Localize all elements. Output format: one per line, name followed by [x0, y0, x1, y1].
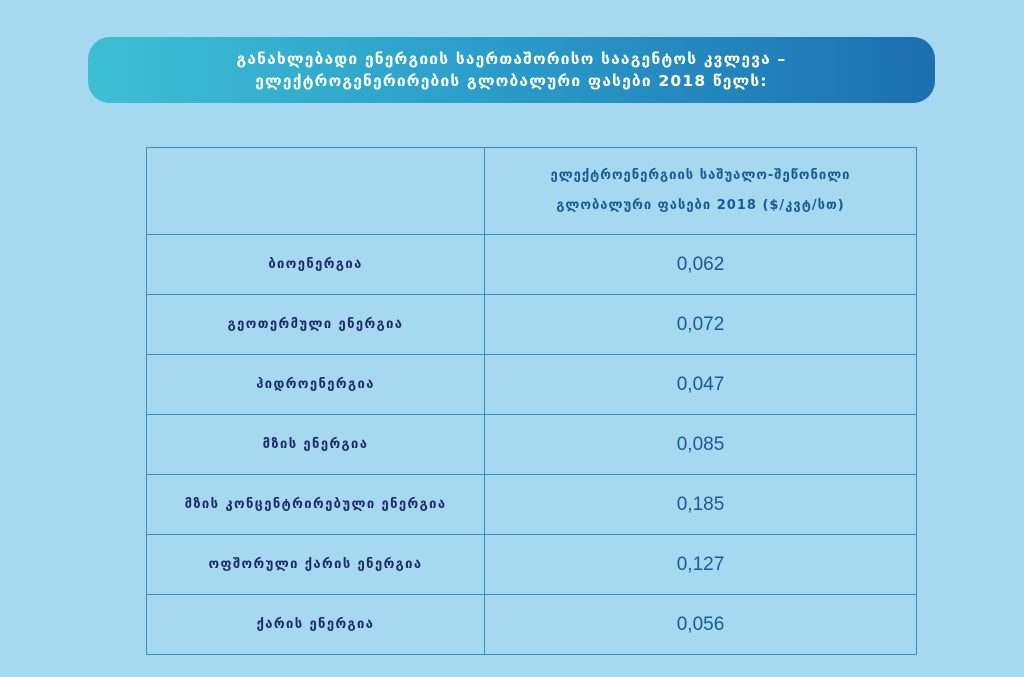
- header-price-cell: [485, 148, 917, 235]
- table-header-row: [147, 148, 917, 235]
- price-value: 0,072: [485, 295, 917, 355]
- energy-source-label: მზის ენერგია: [147, 415, 485, 475]
- price-value: 0,185: [485, 475, 917, 535]
- energy-source-label: ჰიდროენერგია: [147, 355, 485, 415]
- energy-source-label: გეოთერმული ენერგია: [147, 295, 485, 355]
- table-row: [147, 295, 917, 355]
- price-value: 0,047: [485, 355, 917, 415]
- title-line-2: ელექტროგენერირების გლობალური ფასები 2018 წელს:: [255, 72, 768, 90]
- table-row: [147, 595, 917, 655]
- price-value: 0,056: [485, 595, 917, 655]
- table-row: [147, 415, 917, 475]
- energy-source-label: მზის კონცენტრირებული ენერგია: [147, 475, 485, 535]
- table-row: [147, 475, 917, 535]
- header-line-1: ელექტროენერგიის საშუალო-შეწონილი: [550, 168, 851, 183]
- table-row: [147, 235, 917, 295]
- header-corner-cell: [147, 148, 485, 235]
- energy-source-label: ქარის ენერგია: [147, 595, 485, 655]
- price-value: 0,127: [485, 535, 917, 595]
- table-row: [147, 535, 917, 595]
- energy-source-label: ოფშორული ქარის ენერგია: [147, 535, 485, 595]
- price-value: 0,085: [485, 415, 917, 475]
- price-table: [146, 147, 917, 655]
- table-row: [147, 355, 917, 415]
- price-value: 0,062: [485, 235, 917, 295]
- energy-source-label: ბიოენერგია: [147, 235, 485, 295]
- header-line-2: გლობალური ფასები 2018 ($/კვტ/სთ): [556, 198, 845, 213]
- title-line-1: განახლებადი ენერგიის საერთაშორისო სააგენტოს კვლევა –: [236, 50, 787, 68]
- title-banner: [88, 37, 935, 103]
